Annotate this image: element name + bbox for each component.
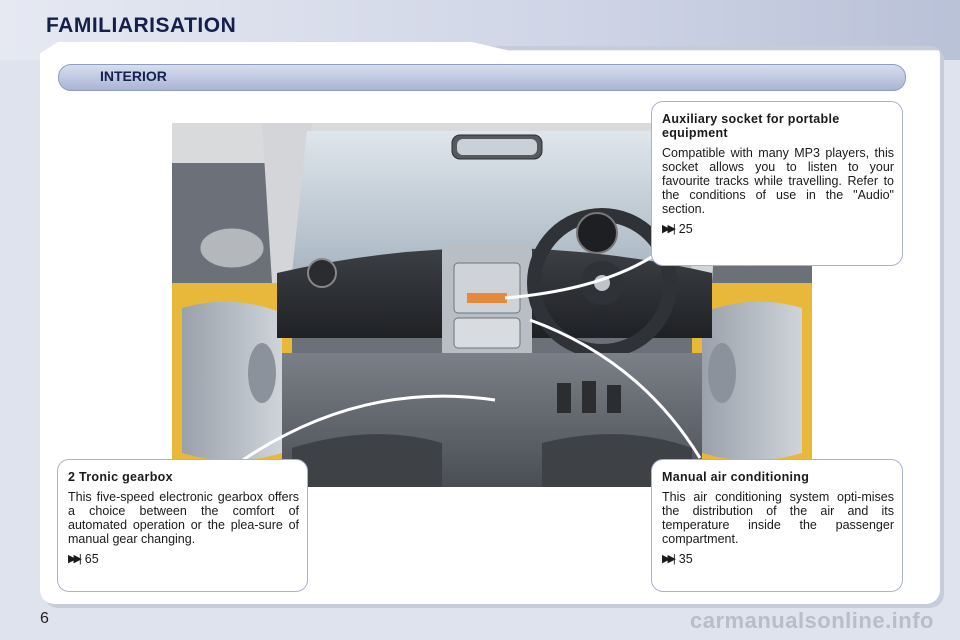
callout-2tronic-gearbox [57, 459, 308, 592]
page-reference[interactable] [68, 552, 299, 566]
reference-page: 25 [678, 222, 693, 236]
page-title: FAMILIARISATION [46, 14, 237, 37]
callout-title: Auxiliary socket for portable equipment [662, 112, 840, 140]
callout-title: 2 Tronic gearbox [68, 470, 173, 484]
callout-auxiliary-socket [651, 101, 903, 266]
reference-page: 65 [84, 552, 99, 566]
fast-forward-icon: ▶▶| [662, 553, 673, 565]
page-reference[interactable] [662, 552, 894, 566]
section-bar [58, 64, 906, 91]
fast-forward-icon: ▶▶| [68, 553, 79, 565]
watermark: carmanualsonline.info [690, 608, 934, 633]
section-title: INTERIOR [100, 68, 167, 84]
fast-forward-icon: ▶▶| [662, 223, 673, 235]
callout-body: This five-speed electronic gearbox offers a choice between the comfort of automated operation or the plea-sure of manual gear changing. [68, 490, 299, 546]
page-number: 6 [40, 610, 49, 627]
reference-page: 35 [678, 552, 693, 566]
page-reference[interactable] [662, 222, 894, 236]
callout-body: This air conditioning system opti-mises the distribution of the air and its temperature inside the passenger compartment. [662, 490, 894, 546]
callout-body: Compatible with many MP3 players, this socket allows you to listen to your favourite tracks while travelling. Refer to the conditions of use in the "Audio" section. [662, 146, 894, 216]
callout-manual-air-conditioning [651, 459, 903, 592]
callout-title: Manual air conditioning [662, 470, 810, 484]
